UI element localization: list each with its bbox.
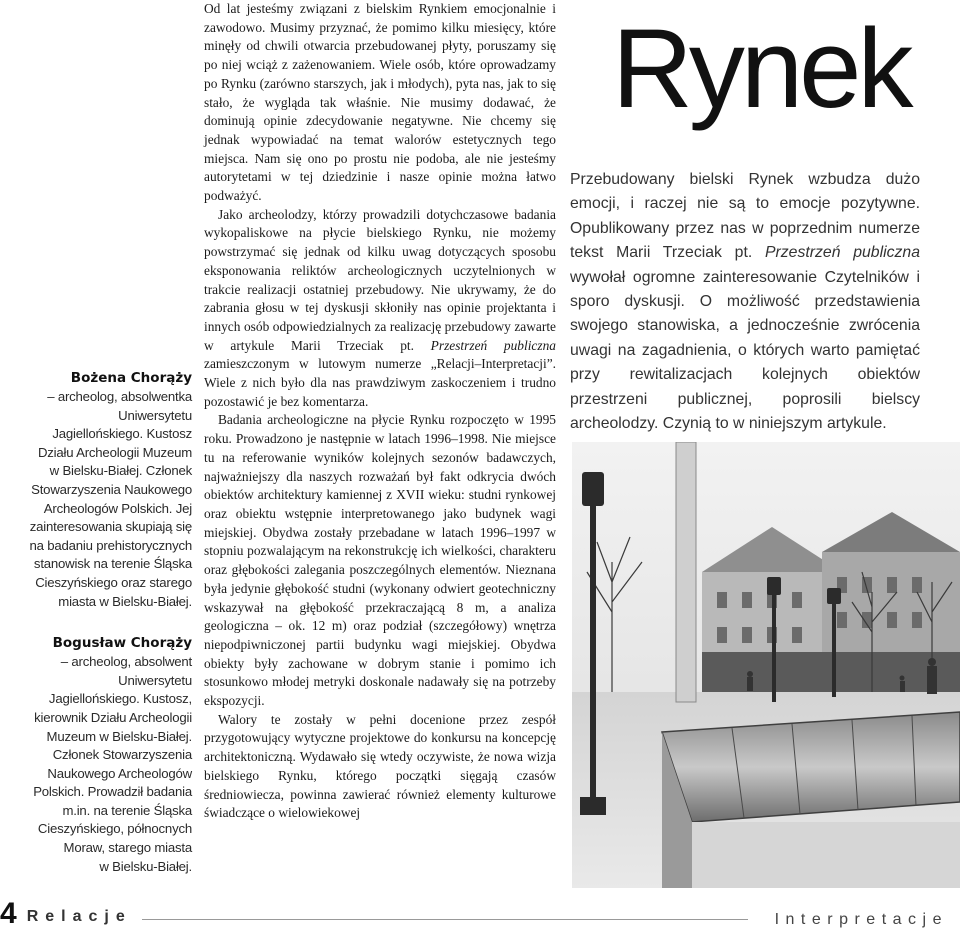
article-paragraph: Badania archeologiczne na płycie Rynku rozpoczęto w 1995 roku. Prowadzono je następnie w latach 1996–1998. Nie miejsce tu na referowanie wyników kolejnych sezonów badawczych, najważniejszy dla naszych rozważań był fakt odkrycia dwóch obiektów architektury kamiennej z XVII wieku: studni rynkowej oraz obiektu wstępnie interpretowanego jako budynek wagi miejskiej. Obydwa zostały przebadane w latach 1996–1997 w stopniu pozwalającym na rekonstrukcję ich wielkości, charakteru oraz głębokości zalegania poszczególnych elementów. Nieznana była jedynie głębokość studni (wykonany odwiert geotechniczny wskazywał na głębokość przekraczającą 8 m, a analiza geologiczna – ok. 12 m) oraz podział (szczegółowy) wnętrza niepodpiwniczonej partii budynku wagi miejskiej. Obydwa obiekty były zachowane w dobrym stanie i pomimo ich stosunkowo młodej metryki doskonale nadawały się na potrzeby ekspozycji.: [204, 412, 556, 709]
article-title: Rynek: [612, 6, 910, 131]
author-name: Bożena Chorąży: [70, 370, 192, 386]
footer-rule: [142, 919, 748, 920]
article-paragraph: Walory te zostały w pełni docenione przez zespół przygotowujący wytyczne projektowe do konkursu na koncepcję architektoniczną. Wydawało się wtedy oczywiste, że nowa wizja bielskiego Rynku, którego początki sięgają czasów średniowiecza, powinna zawierać również elementy kulturowe świadczące o wielowiekowej: [204, 711, 556, 821]
paragraph-text: zamieszczonym w lutowym numerze „Relacji–Interpretacji”. Wiele z nich było dla nas prawdziwym zaskoczeniem i trudno pozostawić je bez komentarza.: [204, 356, 556, 409]
bio-line: Naukowego Archeologów: [47, 765, 192, 781]
author-bio-1: [8, 368, 192, 611]
article-paragraph: Od lat jesteśmy związani z bielskim Rynkiem emocjonalnie i zawodowo. Musimy przyznać, że pomimo kilku miesięcy, które minęły od chwili otwarcia przebudowanej płyty, poruszamy się po niej wciąż z zażenowaniem. Wiele osób, które oprowadzamy po Rynku (zarówno starszych, jak i młodych), pyta nas, jak to się stało, że wygląda tak właśnie. Nie musimy dodawać, że dominują opinie zdecydowanie negatywne. Nie chcemy się jednak wypowiadać na temat walorów estetycznych tego miejsca. Nam się ono po prostu nie podoba, ale nie jesteśmy autorytetami w tej dziedzinie i nasze opinie można łatwo podważyć.: [204, 1, 556, 204]
bio-line: Uniwersytetu: [118, 672, 192, 688]
paragraph-text: Jako archeolodzy, którzy prowadzili dotychczasowe badania wykopaliskowe na płycie bielskiego Rynku, nie możemy powstrzymać się jednak od kilku uwag dotyczących sposobu eksponowania reliktów archeologicznych uczytelnionych w trakcie realizacji ostatniej przebudowy. Nie ukrywamy, że do zabrania głosu w tej dyskusji skłoniły nas opinie projektanta i innych osób odpowiedzialnych za realizację przebudowy zawarte w artykule Marii Trzeciak pt.: [204, 206, 556, 353]
photo-illustration: [572, 442, 960, 888]
footer-left: [0, 898, 132, 930]
bio-line: Członek Stowarzyszenia: [52, 747, 192, 763]
market-square-photo: [572, 442, 960, 888]
bio-line: Polskich. Prowadził badania: [33, 784, 192, 800]
bio-line: Cieszyńskiego, północnych: [37, 821, 192, 837]
author-name: Bogusław Chorąży: [52, 635, 192, 652]
bio-line: Moraw, starego miasta: [63, 840, 192, 856]
article-body: [204, 0, 556, 823]
author-description: [8, 388, 192, 611]
italic-title: Przestrzeń publiczna: [764, 244, 920, 262]
article-lead: [570, 168, 920, 436]
bio-line: kierownik Działu Archeologii: [34, 709, 192, 725]
bio-line: Uniwersytetu: [118, 407, 192, 423]
bio-line: – archeolog, absolwentka: [47, 389, 192, 404]
bio-line: w Bielsku-Białej.: [99, 858, 192, 874]
author-description: [8, 653, 192, 876]
bio-line: stanowisk na terenie Śląska: [33, 556, 192, 572]
section-name-left: Relacje: [26, 908, 132, 925]
section-name-right: Interpretacje: [774, 911, 948, 928]
bio-line: m.in. na terenie Śląska: [62, 802, 192, 818]
bio-line: w Bielsku-Białej. Członek: [49, 463, 192, 479]
bio-line: Jagiellońskiego. Kustosz,: [48, 691, 192, 707]
page-number: 4: [0, 897, 17, 930]
bio-line: na badaniu prehistorycznych: [29, 537, 192, 553]
bio-line: miasta w Bielsku-Białej.: [58, 593, 192, 609]
bio-line: Archeologów Polskich. Jej: [43, 500, 192, 516]
bio-line: zainteresowania skupiają się: [29, 519, 192, 535]
bio-line: Jagiellońskiego. Kustosz: [52, 426, 192, 442]
bio-line: Cieszyńskiego oraz starego: [35, 574, 192, 590]
lead-text: wywołał ogromne zainteresowanie Czytelników i sporo dyskusji. O możliwość przedstawienia swojego stanowiska, a jednocześnie zwrócenia uwagi na zagadnienia, o których warto pamiętać przy rewitalizacjach kolejnych obiektów przestrzeni publicznej, poprosili bielscy archeolodzy. Czynią to w niniejszym artykule.: [570, 268, 920, 433]
bio-line: Stowarzyszenia Naukowego: [31, 481, 192, 497]
italic-title: Przestrzeń publiczna: [430, 337, 556, 353]
bio-line: – archeolog, absolwent: [60, 654, 192, 670]
author-bios: [8, 368, 192, 898]
article-paragraph: [204, 206, 556, 412]
author-bio-2: [8, 633, 192, 876]
bio-line: Muzeum w Bielsku-Białej.: [46, 728, 192, 744]
lead-text: Przebudowany bielski Rynek wzbudza dużo emocji, i raczej nie są to emocje pozytywne. Opublikowany przez nas w poprzednim numerze tekst Marii Trzeciak pt.: [570, 171, 920, 262]
bio-line: Działu Archeologii Muzeum: [37, 444, 192, 460]
